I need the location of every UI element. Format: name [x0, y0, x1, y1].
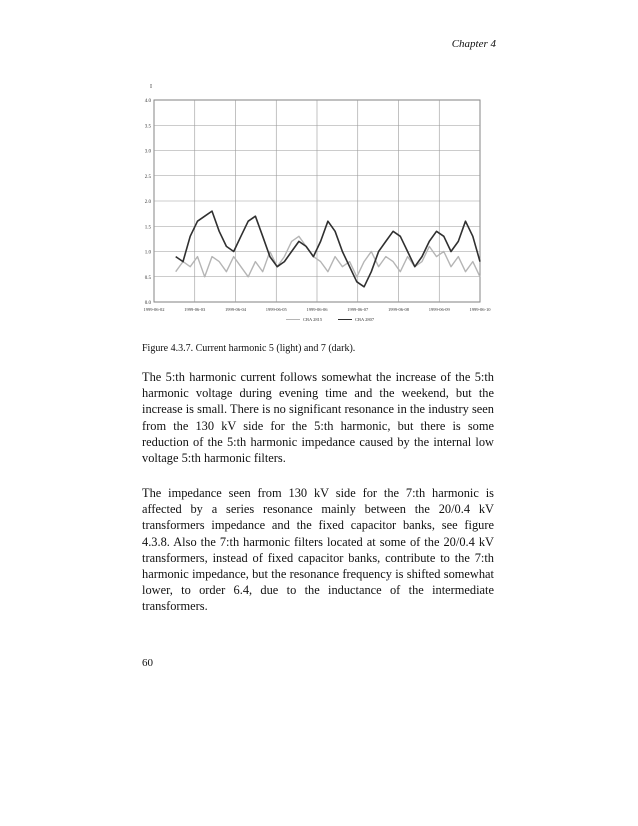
- y-tick-label: 1.0: [144, 250, 151, 256]
- x-tick-label: 1999-06-09: [428, 307, 450, 312]
- y-tick-label: 2.5: [144, 174, 151, 180]
- x-tick-label: 1999-06-05: [265, 307, 287, 312]
- series-line-2: [176, 211, 480, 287]
- x-tick-label: 1999-06-10: [469, 307, 491, 312]
- x-tick-label: 1999-06-07: [347, 307, 369, 312]
- y-tick-label: 0.5: [144, 275, 151, 281]
- legend-entry: CBA 2807: [355, 317, 375, 322]
- x-tick-label: 1999-06-02: [143, 307, 165, 312]
- legend-entry: CBA 2815: [303, 317, 323, 322]
- y-tick-label: 0.0: [144, 301, 151, 306]
- series-line-1: [176, 236, 480, 276]
- y-tick-label: 4.0: [144, 99, 151, 104]
- y-tick-label: 2.0: [144, 200, 151, 205]
- y-tick-label: 3.5: [144, 124, 151, 130]
- y-tick-label: 3.0: [144, 149, 151, 155]
- x-tick-label: 1999-06-04: [225, 307, 246, 312]
- y-axis-label: I: [150, 84, 152, 90]
- harmonic-current-chart: [136, 80, 496, 332]
- running-header: Chapter 4: [451, 38, 496, 50]
- y-tick-label: 1.5: [144, 225, 151, 231]
- paragraph-1: The 5:th harmonic current follows somewhat the increase of the 5:th harmonic voltage during evening time and the weekend, but the increase is small. There is no significant resonance in the industry seen from the 130 kV side for the 5:th harmonic, but there is some reduction of the 5:th harmonic impedance caused by the internal low voltage 5:th harmonic filters.: [142, 370, 494, 466]
- x-tick-label: 1999-06-06: [306, 307, 328, 312]
- figure-caption: Figure 4.3.7. Current harmonic 5 (light) and 7 (dark).: [142, 343, 356, 354]
- page-number: 60: [142, 657, 153, 669]
- chart-series: [176, 211, 480, 287]
- paragraph-2: The impedance seen from 130 kV side for the 7:th harmonic is affected by a series resonance mainly between the 20/0.4 kV transformers impedance and the fixed capacitor banks, see figure 4.3.8. Also the 7:th harmonic filters located at some of the 20/0.4 kV transformers, instead of fixed capacitor banks, contribute to the 7:th harmonic impedance, but the resonance frequency is shifted somewhat lower, to order 6.4, due to the inductance of the intermediate transformers.: [142, 486, 494, 614]
- x-tick-label: 1999-06-08: [388, 307, 409, 312]
- x-tick-label: 1999-06-03: [184, 307, 206, 312]
